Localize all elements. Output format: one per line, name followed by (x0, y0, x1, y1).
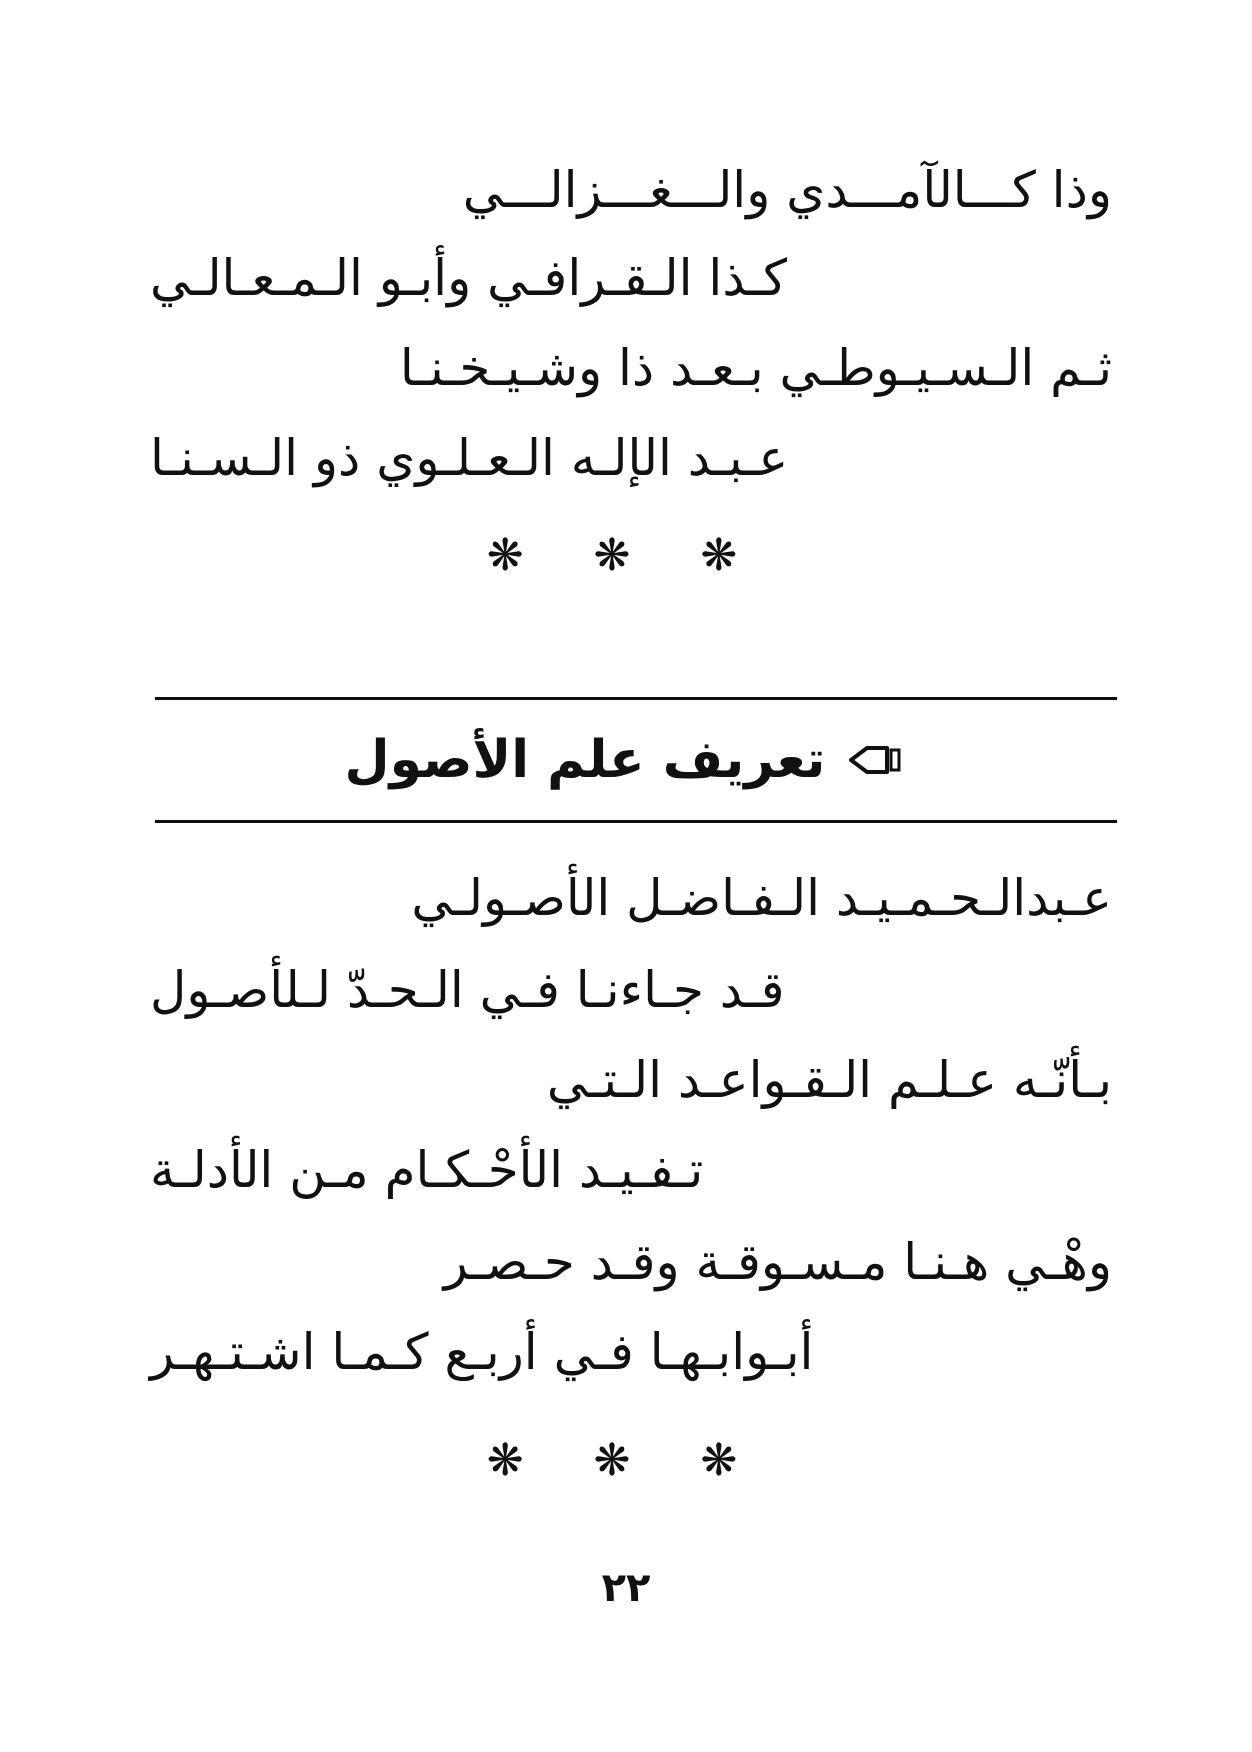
verse-line-8: تـفـيـد الأحْـكـام مـن الأدلـة (150, 1141, 704, 1199)
verse-line-2: كـذا الـقـرافـي وأبـو الـمـعـالـي (150, 249, 788, 307)
heading-title: تعريف علم الأصول (344, 730, 826, 790)
heading-bottom-rule (155, 820, 1117, 823)
verse-line-1: وذا كـــالآمـــدي والـــغـــزالـــي (462, 161, 1112, 219)
verse-line-9: وهْـي هـنـا مـسـوقـة وقـد حـصـر (443, 1233, 1112, 1291)
page-number: ٢٢ (601, 1565, 651, 1611)
hand-pointer-icon (843, 728, 907, 798)
section-separator: ❋ ❋ ❋ (486, 530, 766, 581)
heading-top-rule (155, 697, 1117, 700)
verse-line-5: عـبدالـحـمـيـد الـفـاضـل الأصـولـي (411, 869, 1112, 927)
verse-line-3: ثـم الـسـيـوطـي بـعـد ذا وشـيـخـنـا (399, 339, 1112, 397)
verse-line-10: أبـوابـهـا فـي أربـع كـمـا اشـتـهـر (150, 1323, 814, 1381)
verse-line-7: بـأنّـه عـلـم الـقـواعـد الـتـي (546, 1051, 1112, 1109)
verse-line-6: قـد جـاءنـا فـي الـحـدّ لـلأصـول (150, 961, 785, 1019)
section-heading (0, 725, 1252, 798)
verse-line-4: عـبـد الإلـه الـعـلـوي ذو الـسـنـا (150, 429, 789, 487)
section-separator: ❋ ❋ ❋ (486, 1435, 766, 1486)
